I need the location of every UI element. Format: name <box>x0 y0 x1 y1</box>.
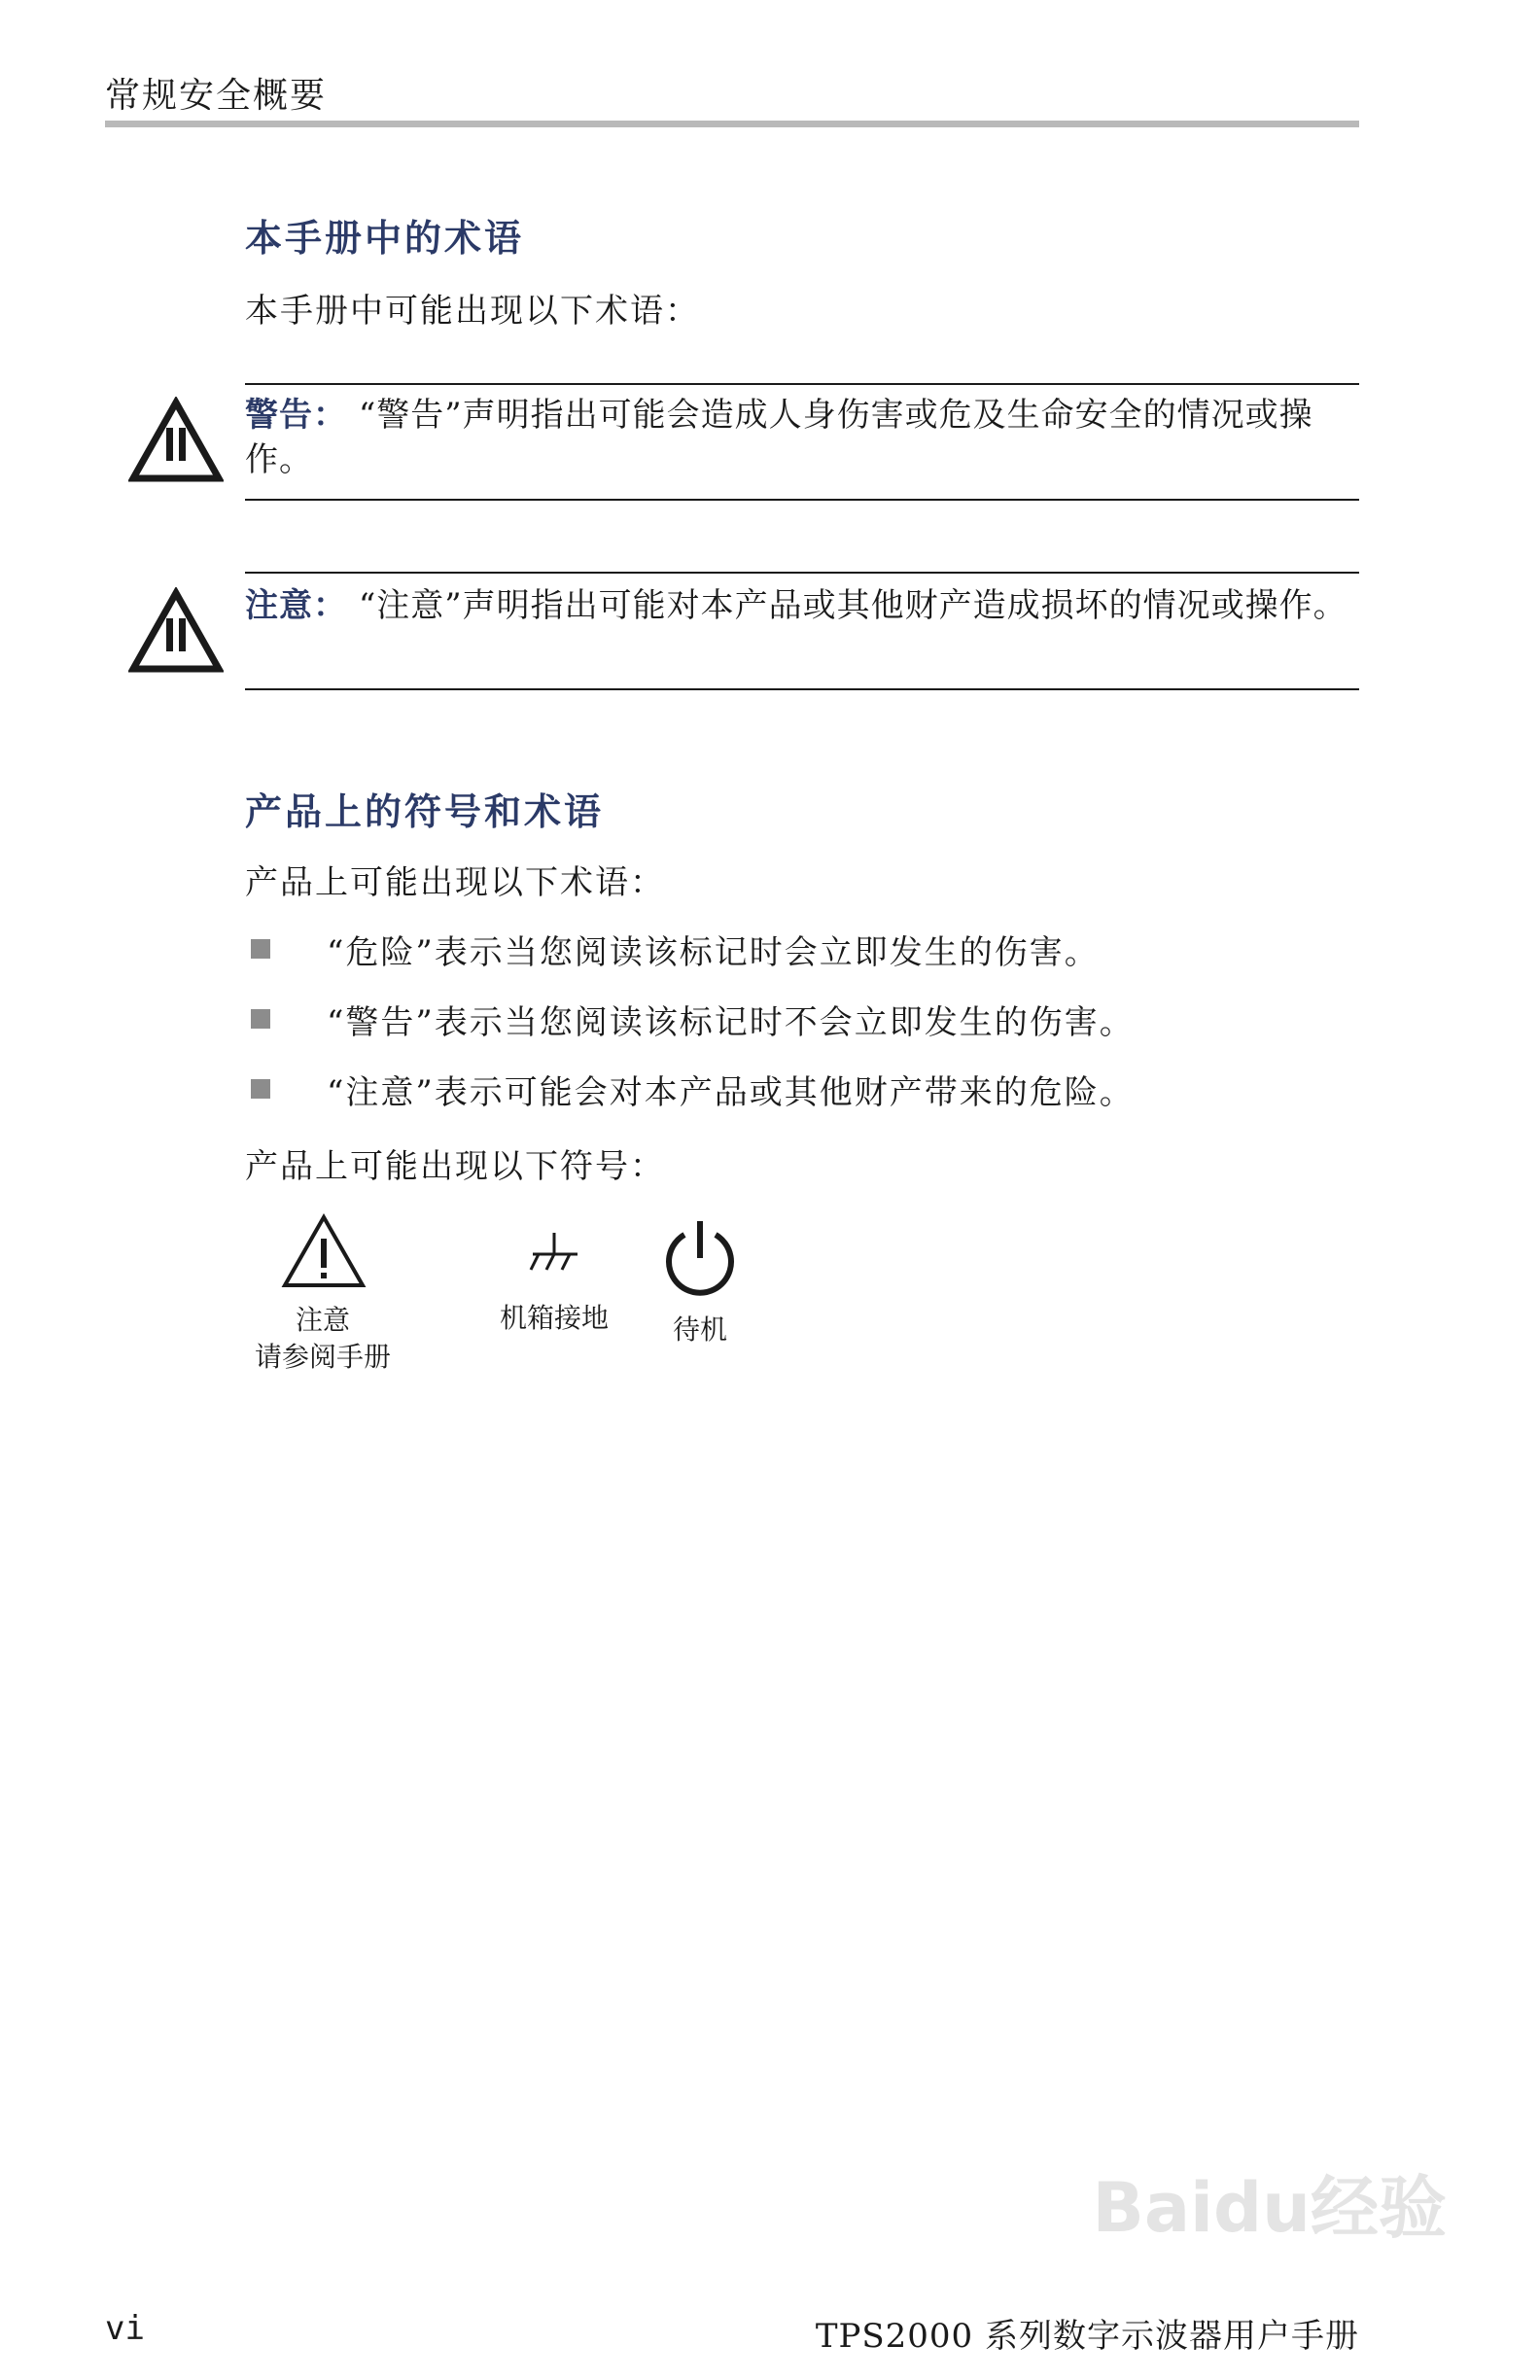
caution-label: 注意： <box>245 586 347 625</box>
caution-symbol-caption-1: 注意 <box>295 1304 350 1336</box>
list-item: “警告”表示当您阅读该标记时不会立即发生的伤害。 <box>327 1003 1135 1042</box>
bullet-square-icon <box>251 1009 270 1029</box>
product-terms-intro: 产品上可能出现以下术语： <box>245 863 665 902</box>
warning-note <box>245 393 1359 482</box>
caution-text: “注意”声明指出可能对本产品或其他财产造成损坏的情况或操作。 <box>358 586 1348 625</box>
chassis-ground-icon <box>525 1229 583 1278</box>
page-number: vi <box>105 2309 145 2348</box>
caution-top-rule <box>245 572 1359 574</box>
manual-title-footer: TPS2000 系列数字示波器用户手册 <box>815 2317 1359 2356</box>
caution-symbol-icon <box>280 1211 368 1289</box>
bullet-square-icon <box>251 1079 270 1099</box>
list-item: “注意”表示可能会对本产品或其他财产带来的危险。 <box>327 1073 1135 1112</box>
standby-power-icon <box>659 1217 741 1299</box>
chassis-ground-caption: 机箱接地 <box>499 1302 609 1334</box>
list-item: “危险”表示当您阅读该标记时会立即发生的伤害。 <box>327 933 1100 972</box>
caution-bottom-rule <box>245 688 1359 690</box>
warning-text: “警告”声明指出可能会造成人身伤害或危及生命安全的情况或操作。 <box>245 396 1313 479</box>
section-heading-manual-terms: 本手册中的术语 <box>245 217 525 260</box>
warning-bottom-rule <box>245 499 1359 501</box>
section-heading-product-symbols: 产品上的符号和术语 <box>245 790 605 833</box>
caution-symbol-caption-2: 请参阅手册 <box>254 1341 391 1373</box>
manual-terms-intro: 本手册中可能出现以下术语： <box>245 292 700 331</box>
caution-note <box>245 583 1359 628</box>
caution-triangle-icon <box>128 587 224 673</box>
watermark: Baidu经验 <box>1092 2168 1447 2248</box>
warning-top-rule <box>245 383 1359 385</box>
standby-caption: 待机 <box>672 1313 727 1346</box>
warning-triangle-icon <box>128 397 224 482</box>
warning-label: 警告： <box>245 396 347 435</box>
page-header-title: 常规安全概要 <box>105 76 328 116</box>
product-symbols-intro: 产品上可能出现以下符号： <box>245 1147 665 1186</box>
bullet-square-icon <box>251 939 270 959</box>
header-divider <box>105 121 1359 127</box>
